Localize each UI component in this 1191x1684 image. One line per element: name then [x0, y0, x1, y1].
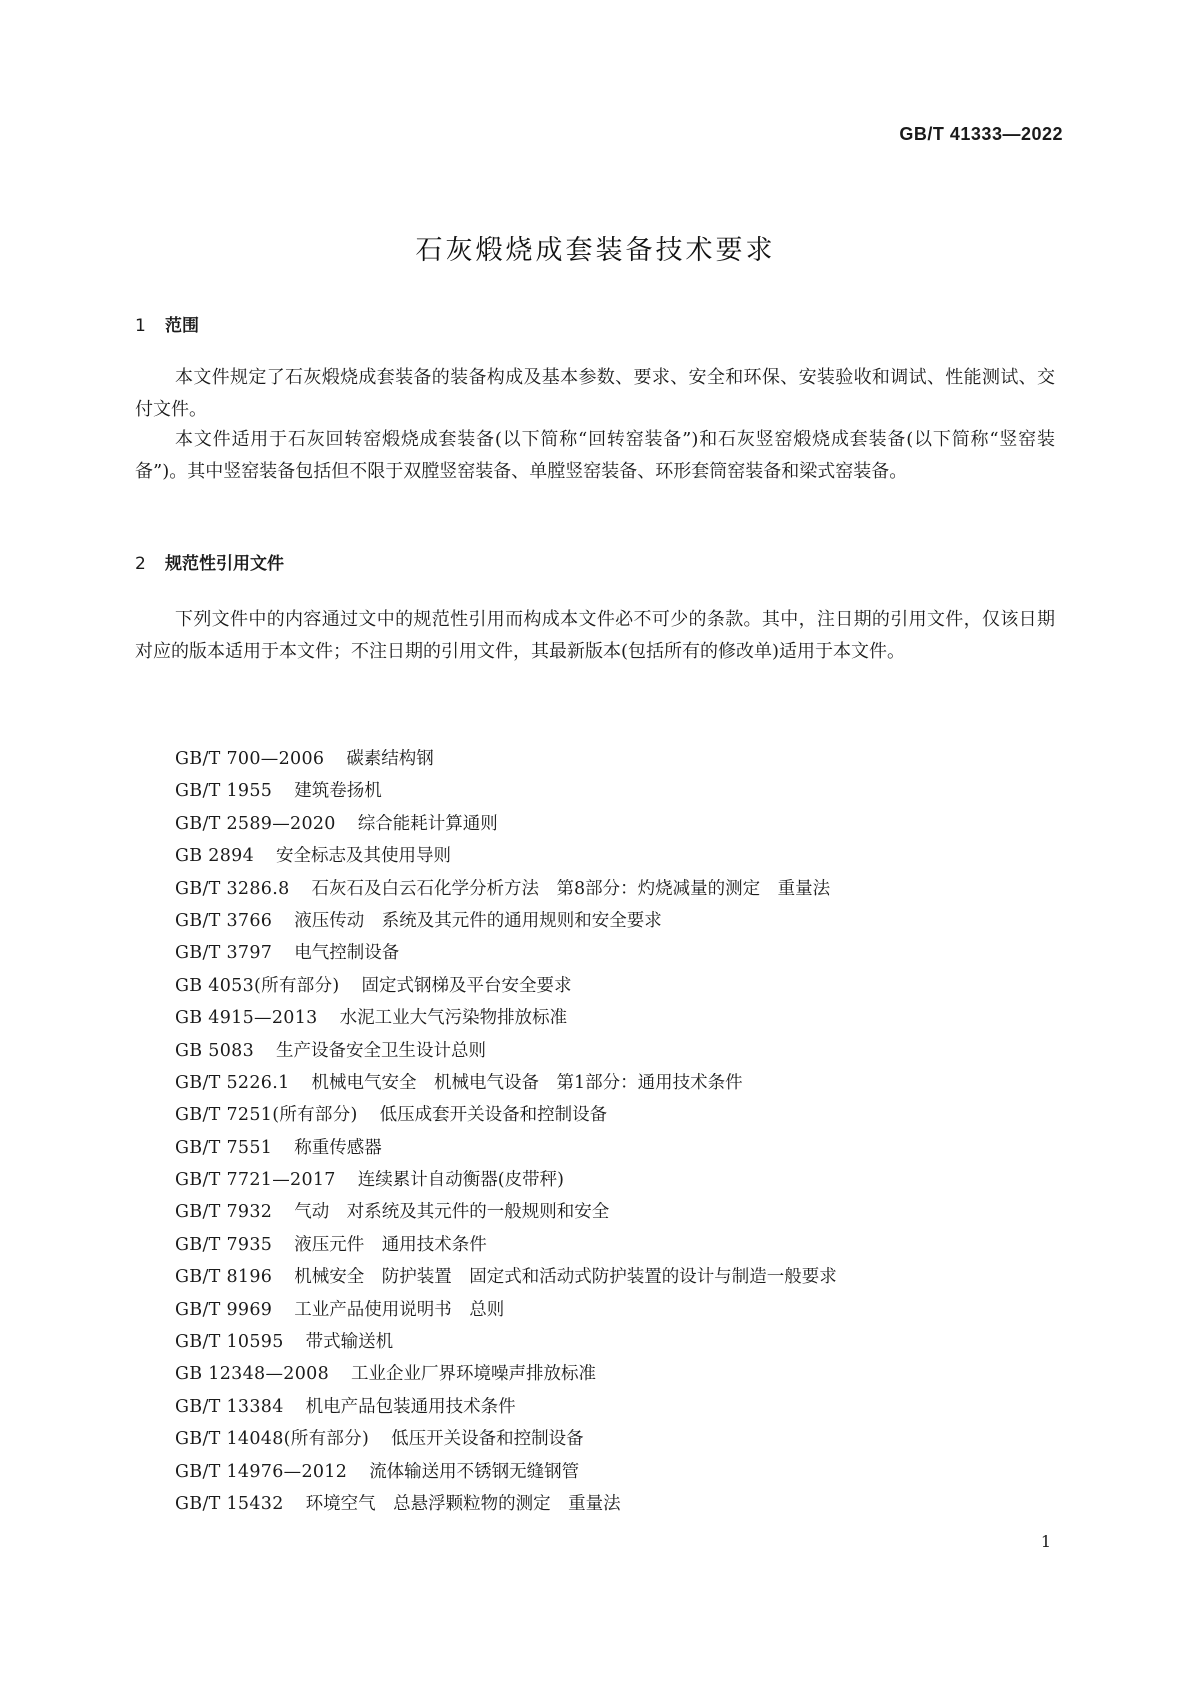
reference-code: GB/T 3797 [175, 943, 273, 964]
reference-code: GB 4053(所有部分) [175, 975, 340, 996]
reference-code: GB/T 14048(所有部分) [175, 1429, 370, 1450]
reference-code: GB/T 7935 [175, 1234, 273, 1255]
page-number: 1 [1040, 1532, 1051, 1551]
reference-title: 气动 对系统及其元件的一般规则和安全 [294, 1202, 610, 1223]
reference-item [175, 775, 837, 807]
normative-reference-list [175, 743, 837, 1520]
reference-code: GB/T 15432 [175, 1493, 284, 1514]
section-2-heading [135, 549, 284, 574]
reference-title: 连续累计自动衡器(皮带秤) [357, 1170, 564, 1191]
reference-title: 流体输送用不锈钢无缝钢管 [369, 1461, 580, 1482]
reference-item [175, 1002, 837, 1034]
reference-title: 建筑卷扬机 [294, 781, 382, 802]
reference-title: 水泥工业大气污染物排放标准 [339, 1008, 568, 1029]
section-1-paragraph-1: 本文件规定了石灰煅烧成套装备的装备构成及基本参数、要求、安全和环保、安装验收和调试、性能测试、交付文件。 [135, 367, 1055, 420]
reference-item [175, 1326, 837, 1358]
reference-code: GB/T 3766 [175, 910, 273, 931]
reference-code: GB 12348—2008 [175, 1364, 330, 1385]
reference-item [175, 1164, 837, 1196]
document-title: 石灰煅烧成套装备技术要求 [415, 235, 776, 266]
reference-item [175, 808, 837, 840]
reference-code: GB/T 7721—2017 [175, 1170, 336, 1191]
reference-item [175, 1261, 837, 1293]
reference-title: 液压元件 通用技术条件 [294, 1234, 487, 1255]
reference-title: 机电产品包装通用技术条件 [305, 1396, 516, 1417]
reference-item [175, 1423, 837, 1455]
reference-title: 碳素结构钢 [346, 749, 434, 769]
reference-title: 低压成套开关设备和控制设备 [379, 1105, 608, 1126]
section-2-title: 规范性引用文件 [165, 554, 284, 574]
reference-code: GB/T 9969 [175, 1299, 273, 1320]
reference-item [175, 1294, 837, 1326]
reference-item [175, 1488, 837, 1520]
reference-code: GB/T 13384 [175, 1396, 284, 1417]
reference-title: 机械安全 防护装置 固定式和活动式防护装置的设计与制造一般要求 [294, 1267, 837, 1288]
reference-item [175, 840, 837, 872]
reference-code: GB/T 8196 [175, 1267, 273, 1288]
section-1-heading [135, 311, 199, 336]
reference-item [175, 1067, 837, 1099]
reference-item [175, 1035, 837, 1067]
reference-title: 环境空气 总悬浮颗粒物的测定 重量法 [305, 1493, 621, 1514]
reference-title: 固定式钢梯及平台安全要求 [361, 975, 572, 996]
reference-item [175, 970, 837, 1002]
reference-item [175, 1391, 837, 1423]
section-2-intro: 下列文件中的内容通过文中的规范性引用而构成本文件必不可少的条款。其中，注日期的引用文件，仅该日期对应的版本适用于本文件；不注日期的引用文件，其最新版本(包括所有的修改单)适用于本文件。 [135, 609, 1055, 662]
reference-title: 石灰石及白云石化学分析方法 第8部分：灼烧减量的测定 重量法 [311, 878, 831, 899]
reference-code: GB/T 700—2006 [175, 749, 325, 769]
reference-title: 工业企业厂界环境噪声排放标准 [351, 1364, 597, 1385]
reference-item [175, 873, 837, 905]
reference-code: GB/T 2589—2020 [175, 813, 336, 834]
section-1-title: 范围 [165, 316, 199, 336]
reference-code: GB/T 5226.1 [175, 1072, 290, 1093]
reference-title: 带式输送机 [305, 1332, 394, 1353]
reference-title: 安全标志及其使用导则 [276, 846, 452, 867]
reference-code: GB/T 1955 [175, 781, 273, 802]
reference-code: GB/T 7932 [175, 1202, 273, 1223]
reference-title: 液压传动 系统及其元件的通用规则和安全要求 [294, 910, 662, 931]
reference-title: 工业产品使用说明书 总则 [294, 1299, 505, 1320]
reference-title: 生产设备安全卫生设计总则 [276, 1040, 487, 1061]
reference-item [175, 1196, 837, 1228]
reference-item [175, 1132, 837, 1164]
reference-code: GB 4915—2013 [175, 1008, 318, 1029]
reference-item [175, 743, 837, 775]
section-1-number: 1 [135, 316, 146, 336]
reference-code: GB/T 10595 [175, 1332, 284, 1353]
section-1-paragraph-2: 本文件适用于石灰回转窑煅烧成套装备(以下简称“回转窑装备”)和石灰竖窑煅烧成套装备(以下简称“竖窑装备”)。其中竖窑装备包括但不限于双膛竖窑装备、单膛竖窑装备、环形套筒窑装备和梁式窑装备。 [135, 429, 1055, 482]
reference-code: GB/T 3286.8 [175, 878, 290, 899]
reference-code: GB/T 7551 [175, 1137, 273, 1158]
reference-code: GB 5083 [175, 1040, 255, 1061]
reference-code: GB/T 14976—2012 [175, 1461, 348, 1482]
reference-title: 电气控制设备 [294, 943, 400, 964]
reference-item [175, 1456, 837, 1488]
reference-item [175, 937, 837, 969]
reference-item [175, 1099, 837, 1131]
reference-item [175, 1229, 837, 1261]
reference-title: 机械电气安全 机械电气设备 第1部分：通用技术条件 [311, 1072, 743, 1093]
standard-code: GB/T 41333—2022 [899, 124, 1063, 144]
reference-title: 称重传感器 [294, 1137, 382, 1158]
reference-title: 低压开关设备和控制设备 [391, 1429, 584, 1450]
reference-item [175, 905, 837, 937]
reference-code: GB/T 7251(所有部分) [175, 1105, 358, 1126]
section-2-number: 2 [135, 554, 146, 574]
reference-code: GB 2894 [175, 846, 255, 867]
reference-item [175, 1358, 837, 1390]
reference-title: 综合能耗计算通则 [357, 813, 498, 834]
